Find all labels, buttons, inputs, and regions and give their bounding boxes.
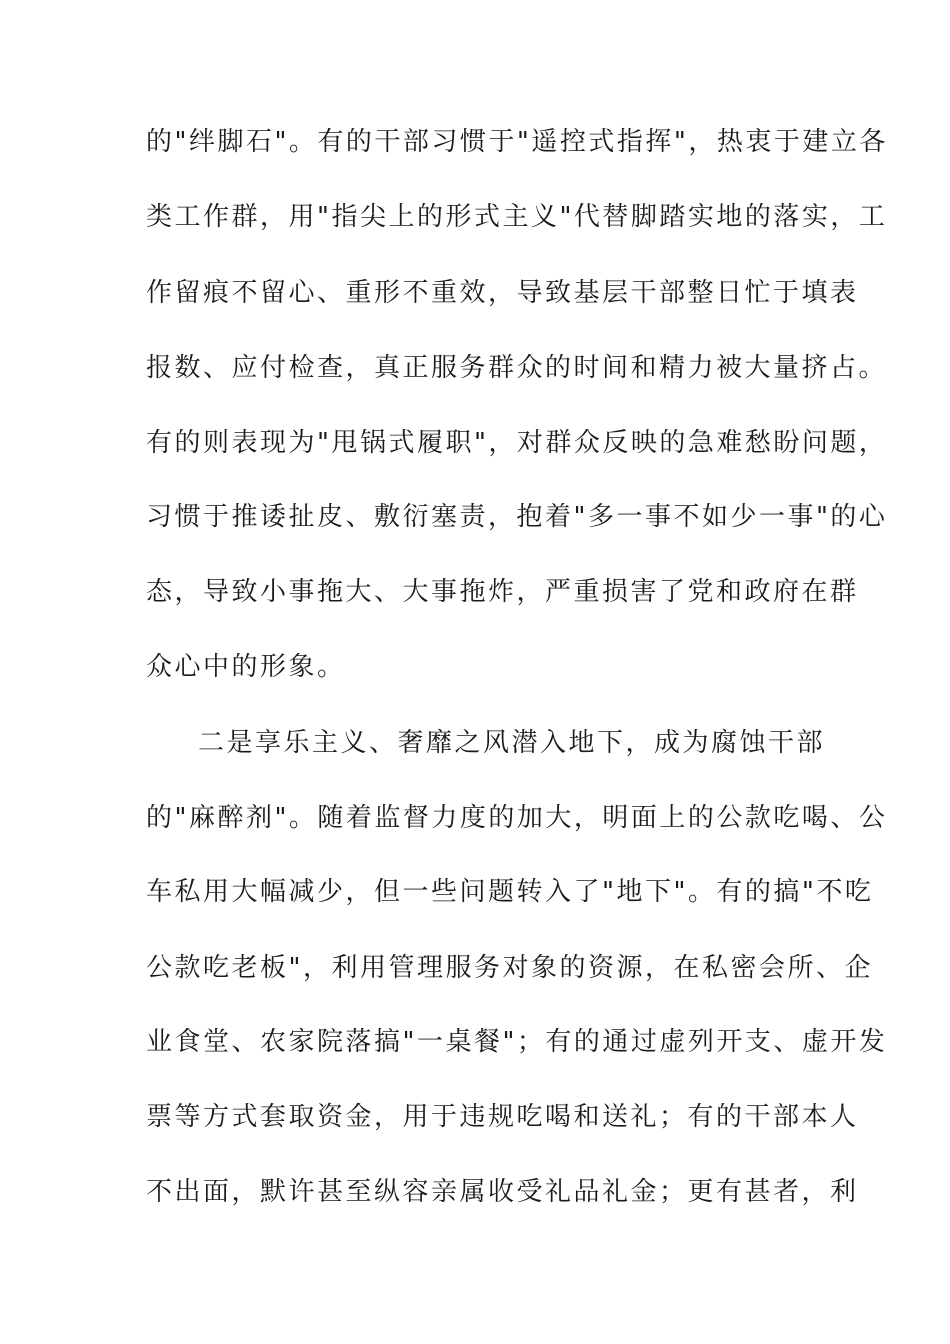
paragraph-1-line-8: 众心中的形象。: [146, 652, 346, 682]
paragraph-1-line-7: 态，导致小事拖大、大事拖炸，严重损害了党和政府在群: [146, 577, 859, 607]
paragraph-1-line-6: 习惯于推诿扯皮、敷衍塞责，抱着"多一事不如少一事"的心: [146, 502, 888, 532]
paragraph-2-line-7: 不出面，默许甚至纵容亲属收受礼品礼金；更有甚者，利: [146, 1177, 859, 1207]
paragraph-1-line-4: 报数、应付检查，真正服务群众的时间和精力被大量挤占。: [146, 353, 888, 383]
paragraph-2-line-2: 的"麻醉剂"。随着监督力度的加大，明面上的公款吃喝、公: [146, 803, 888, 833]
paragraph-1-line-3: 作留痕不留心、重形不重效，导致基层干部整日忙于填表: [146, 278, 859, 308]
paragraph-1-line-1: 的"绊脚石"。有的干部习惯于"遥控式指挥"，热衷于建立各: [146, 127, 888, 157]
paragraph-1-line-5: 有的则表现为"甩锅式履职"，对群众反映的急难愁盼问题，: [146, 428, 888, 458]
paragraph-2-line-3: 车私用大幅减少，但一些问题转入了"地下"。有的搞"不吃: [146, 877, 874, 907]
paragraph-2-line-5: 业食堂、农家院落搞"一桌餐"；有的通过虚列开支、虚开发: [146, 1027, 888, 1057]
paragraph-2-line-6: 票等方式套取资金，用于违规吃喝和送礼；有的干部本人: [146, 1102, 859, 1132]
paragraph-2-line-4: 公款吃老板"，利用管理服务对象的资源，在私密会所、企: [146, 953, 873, 983]
paragraph-2-line-1: 二是享乐主义、奢靡之风潜入地下，成为腐蚀干部: [198, 728, 826, 758]
paragraph-1-line-2: 类工作群，用"指尖上的形式主义"代替脚踏实地的落实，工: [146, 202, 888, 232]
